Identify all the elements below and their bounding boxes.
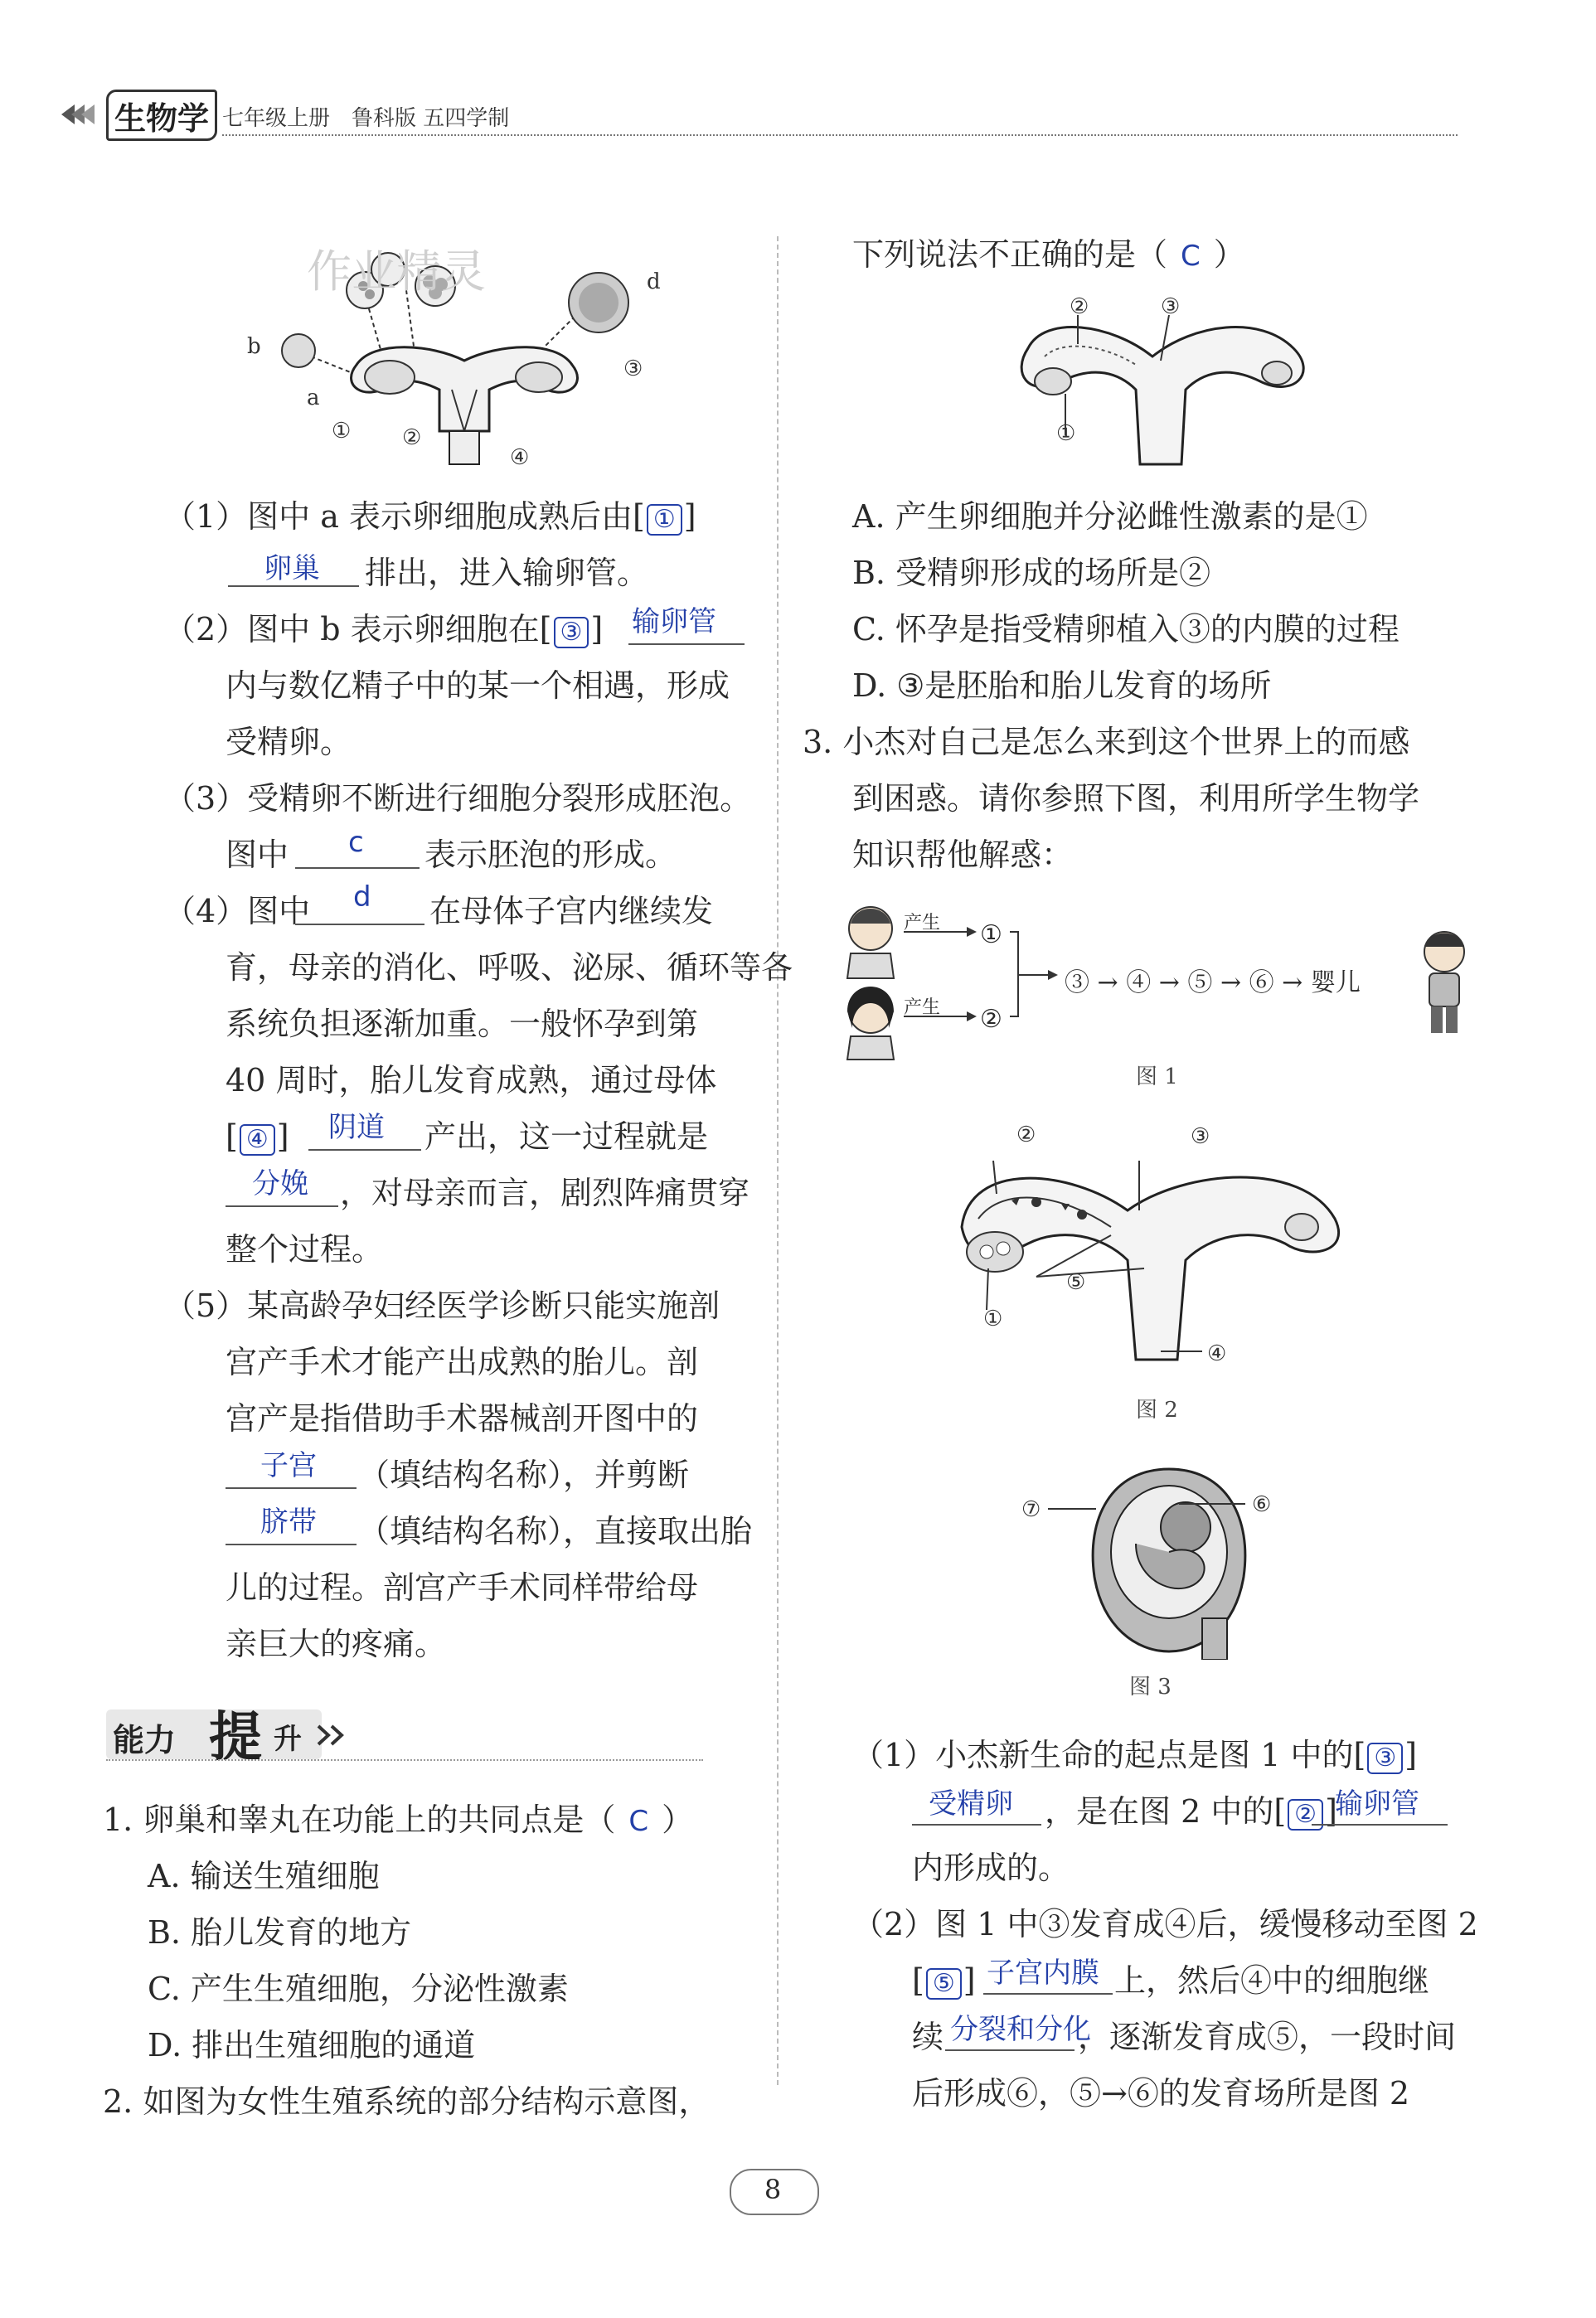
mc2-option-d[interactable]: D. ③是胚胎和胎儿发育的场所 <box>852 667 1272 704</box>
mc1-option-a[interactable]: A. 输送生殖细胞 <box>148 1858 380 1894</box>
mc2-answer: C <box>1181 240 1201 273</box>
fig1-caption: 图 1 <box>1136 1064 1178 1089</box>
section-title-c: 升 <box>274 1723 302 1756</box>
mc1-stem: 1. 卵巢和睾丸在功能上的共同点是（ <box>103 1802 616 1838</box>
q3-text-1: （3）受精卵不断进行细胞分裂形成胚泡。 <box>164 780 752 817</box>
mc1-option-b[interactable]: B. 胎儿发育的地方 <box>148 1914 412 1951</box>
sub1-answer-1: 受精卵 <box>929 1787 1013 1821</box>
mc2-label-2: ② <box>1070 294 1089 319</box>
left-reproductive-figure <box>240 245 672 468</box>
mc2-stem-left: 2. 如图为女性生殖系统的部分结构示意图， <box>103 2083 711 2120</box>
q3-answer: c <box>348 826 364 859</box>
q4-text-3: 系统负担逐渐加重。一般怀孕到第 <box>226 1006 699 1042</box>
q4-answer-1: d <box>353 880 371 914</box>
q5-text-7: 亲巨大的疼痛。 <box>226 1626 447 1662</box>
q4-blank-3[interactable] <box>226 1205 338 1207</box>
q1-text-2: 排出，进入输卵管。 <box>365 555 649 591</box>
mc2-uterus-diagram <box>1011 298 1327 481</box>
sub1-blank-2[interactable] <box>1312 1824 1448 1826</box>
header-rule <box>222 134 1458 136</box>
label-1: ① <box>332 419 352 444</box>
sub2-answer-box: ⑤ <box>926 1968 962 2000</box>
q4-answer-2: 阴道 <box>328 1111 385 1144</box>
label-a: a <box>307 386 320 410</box>
book-info: 七年级上册 鲁科版 五四学制 <box>222 106 510 131</box>
fig2-label-1: ① <box>983 1307 1003 1331</box>
parents-icon <box>839 895 905 1061</box>
fig1-produce-2: 产生 <box>904 997 941 1018</box>
q4-text-5b: 产出，这一过程就是 <box>424 1118 709 1155</box>
q1-bracket: ] <box>683 498 696 535</box>
mc1-option-c[interactable]: C. 产生生殖细胞，分泌性激素 <box>148 1971 569 2007</box>
baby-boy-icon <box>1416 929 1474 1036</box>
q2-text-3: 受精卵。 <box>226 724 352 760</box>
sub1-blank-1[interactable] <box>912 1824 1041 1826</box>
fig2-label-2: ② <box>1016 1123 1036 1147</box>
q5-text-1: （5）某高龄孕妇经医学诊断只能实施剖 <box>164 1288 720 1324</box>
sub2-bracket-open: [ <box>912 1962 924 1999</box>
mc2-label-3: ③ <box>1161 294 1181 319</box>
fig1-produce-1: 产生 <box>904 913 941 934</box>
fig2-label-3: ③ <box>1191 1124 1210 1149</box>
label-d: d <box>647 269 661 294</box>
sub1-bracket-2: ] <box>1325 1793 1337 1830</box>
mc2-option-a[interactable]: A. 产生卵细胞并分泌雌性激素的是① <box>852 498 1368 535</box>
q3-text-2a: 图中 <box>226 837 289 873</box>
sub2-blank-2[interactable] <box>945 2049 1075 2051</box>
page-number: 8 <box>764 2174 782 2205</box>
q4-text-2: 育，母亲的消化、呼吸、泌尿、循环等各 <box>226 949 793 986</box>
sub1-text-2b: ，是在图 2 中的[ <box>1045 1793 1287 1830</box>
q2-bracket: ] <box>590 611 604 647</box>
q2-answer-box: ③ <box>554 617 589 648</box>
q5-text-2: 宫产手术才能产出成熟的胎儿。剖 <box>226 1344 699 1380</box>
mc2-label-1: ① <box>1056 421 1076 446</box>
sub2-blank-1[interactable] <box>983 1993 1113 1995</box>
sub1-text-3: 内形成的。 <box>912 1850 1070 1886</box>
q3-blank[interactable] <box>295 867 420 869</box>
fig3-fetus-diagram <box>1078 1461 1260 1660</box>
label-2: ② <box>402 425 422 450</box>
section-title-b: 提 <box>209 1707 262 1768</box>
sub1-answer-box-1: ③ <box>1367 1743 1403 1774</box>
q4-bracket-close: ] <box>276 1118 289 1155</box>
sub2-answer-1: 子宫内膜 <box>987 1957 1099 1990</box>
sub2-text-3b: ，逐渐发育成⑤，一段时间 <box>1078 2019 1457 2055</box>
q4-text-1a: （4）图中 <box>164 893 311 929</box>
q1-text-1: （1）图中 a 表示卵细胞成熟后由[ <box>164 498 645 535</box>
q2-blank[interactable] <box>628 643 745 645</box>
sub1-text-1: （1）小杰新生命的起点是图 1 中的[ <box>852 1737 1366 1773</box>
q1-answer-box: ① <box>647 504 682 536</box>
fig1-label-1: ① <box>980 920 1002 949</box>
mc2-option-c[interactable]: C. 怀孕是指受精卵植入③的内膜的过程 <box>852 611 1400 647</box>
q5-blank-2[interactable] <box>226 1544 357 1545</box>
fig2-uterus-diagram <box>937 1127 1368 1384</box>
fig2-label-4: ④ <box>1207 1341 1227 1366</box>
fig1-label-2: ② <box>980 1005 1002 1034</box>
fig1-chain: ③ → ④ → ⑤ → ⑥ → 婴儿 <box>1065 968 1361 997</box>
sub2-text-4: 后形成⑥，⑤→⑥的发育场所是图 2 <box>912 2075 1410 2112</box>
q4-text-6b: ，对母亲而言，剧烈阵痛贯穿 <box>340 1175 750 1211</box>
section-rule <box>106 1759 703 1761</box>
fig3-leader-lines <box>1046 1492 1278 1517</box>
q4-blank-1[interactable] <box>295 924 424 925</box>
q5-text-4b: （填结构名称），并剪断 <box>358 1457 690 1493</box>
fig3-label-7: ⑦ <box>1021 1497 1041 1522</box>
mc1-option-d[interactable]: D. 排出生殖细胞的通道 <box>148 2027 476 2063</box>
subject-title: 生物学 <box>114 100 210 137</box>
sub2-text-2b: 上，然后④中的细胞继 <box>1114 1962 1430 1999</box>
sub2-text-3a: 续 <box>912 2019 944 2055</box>
sub2-answer-2: 分裂和分化 <box>950 2013 1091 2046</box>
q3-text-2b: 表示胚泡的形成。 <box>424 837 677 873</box>
q4-text-7: 整个过程。 <box>226 1231 384 1268</box>
watermark: 作业精灵 <box>307 245 486 298</box>
q4-bracket-open: [ <box>226 1118 238 1155</box>
q4-answer-box: ④ <box>240 1124 275 1156</box>
q3main-text-1: 3. 小杰对自己是怎么来到这个世界上的而感 <box>803 724 1410 760</box>
q5-text-3: 宫产是指借助手术器械剖开图中的 <box>226 1400 699 1437</box>
label-4: ④ <box>510 445 530 470</box>
q4-text-1b: 在母体子宫内继续发 <box>429 893 714 929</box>
column-divider <box>777 236 779 2085</box>
q2-text-2: 内与数亿精子中的某一个相遇，形成 <box>226 667 730 704</box>
label-3: ③ <box>623 356 643 381</box>
q5-text-6: 儿的过程。剖宫产手术同样带给母 <box>226 1569 699 1606</box>
double-chevron-icon <box>315 1723 357 1748</box>
sub2-text-1: （2）图 1 中③发育成④后，缓慢移动至图 2 <box>852 1906 1478 1942</box>
label-b: b <box>247 334 261 359</box>
fig2-label-5: ⑤ <box>1066 1270 1086 1295</box>
q5-text-5b: （填结构名称），直接取出胎 <box>358 1513 753 1549</box>
q5-blank-1[interactable] <box>226 1487 357 1489</box>
sub1-answer-box-2: ② <box>1288 1799 1323 1831</box>
sub1-answer-2: 输卵管 <box>1335 1787 1419 1821</box>
mc2-stem-right: 下列说法不正确的是（ <box>852 236 1168 273</box>
q1-answer: 卵巢 <box>264 552 320 585</box>
q3main-text-2: 到困惑。请你参照下图，利用所学生物学 <box>852 780 1420 817</box>
mc2-option-b[interactable]: B. 受精卵形成的场所是② <box>852 555 1211 591</box>
q2-text-1: （2）图中 b 表示卵细胞在[ <box>164 611 552 647</box>
mc1-answer: C <box>628 1805 649 1838</box>
q4-blank-2[interactable] <box>308 1149 421 1151</box>
q4-answer-3: 分娩 <box>252 1167 308 1200</box>
section-title-a: 能力 <box>113 1722 177 1758</box>
mc2-close: ） <box>1213 236 1245 273</box>
fig3-caption: 图 3 <box>1129 1675 1172 1700</box>
fig3-label-6: ⑥ <box>1252 1492 1272 1517</box>
mc1-close: ） <box>662 1802 694 1838</box>
q2-answer: 输卵管 <box>632 605 716 638</box>
sub2-bracket-close: ] <box>963 1962 976 1999</box>
fig2-caption: 图 2 <box>1136 1398 1178 1423</box>
sub1-bracket-1: ] <box>1404 1737 1418 1773</box>
q5-answer-2: 脐带 <box>260 1506 317 1539</box>
q5-answer-1: 子宫 <box>260 1449 317 1482</box>
q4-text-4: 40 周时，胎儿发育成熟，通过母体 <box>226 1062 717 1098</box>
q3main-text-3: 知识帮他解惑： <box>852 837 1074 873</box>
